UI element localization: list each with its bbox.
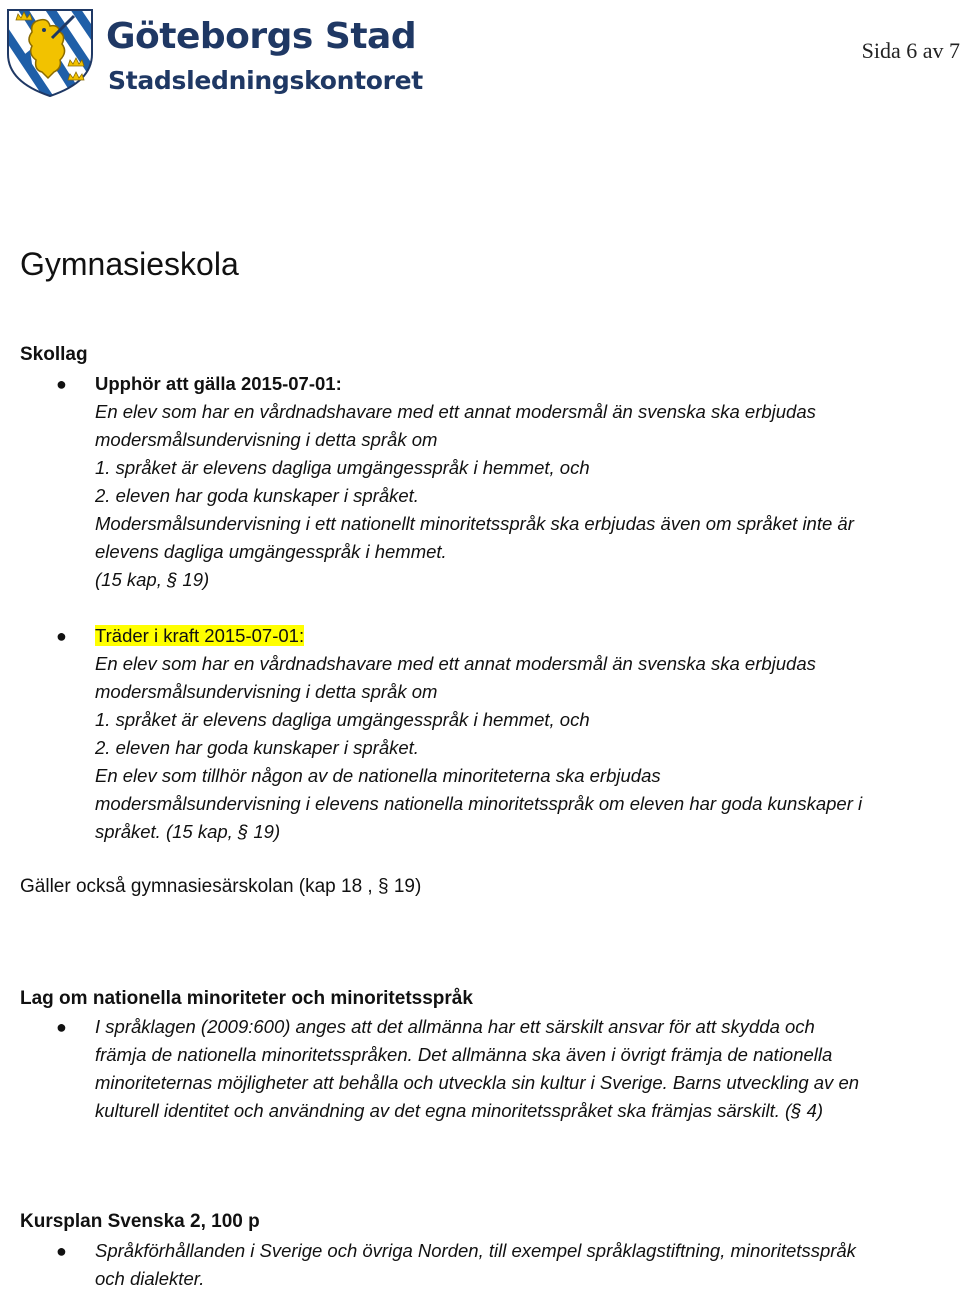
skollag-list bbox=[20, 370, 960, 594]
list-item-line: 2. eleven har goda kunskaper i språket. bbox=[95, 485, 419, 506]
list-item-line: En elev som har en vårdnadshavare med ett annat modersmål än svenska ska erbjudas bbox=[95, 653, 816, 674]
list-item-line: elevens dagliga umgängesspråk i hemmet. bbox=[95, 541, 447, 562]
list-item bbox=[95, 622, 960, 846]
list-item-line: minoriteternas möjligheter att behålla och utveckla sin kultur i Sverige. Barns utveckling av en bbox=[95, 1072, 860, 1093]
highlighted-list-item-title: Träder i kraft 2015-07-01: bbox=[95, 625, 305, 646]
list-item-line: En elev som har en vårdnadshavare med ett annat modersmål än svenska ska erbjudas bbox=[95, 401, 816, 422]
list-item-line: och dialekter. bbox=[95, 1268, 205, 1289]
list-item-line: språket. (15 kap, § 19) bbox=[95, 821, 281, 842]
list-item bbox=[95, 1237, 960, 1293]
list-item-line: främja de nationella minoritetsspråken. Det allmänna ska även i övrigt främja de nationella bbox=[95, 1044, 833, 1065]
list-item-line: Språkförhållanden i Sverige och övriga Norden, till exempel språklagstiftning, minoritetsspråk bbox=[95, 1240, 856, 1261]
bullet-icon: ● bbox=[56, 374, 67, 394]
list-item-line: 1. språket är elevens dagliga umgängesspråk i hemmet, och bbox=[95, 457, 590, 478]
list-item-line: (15 kap, § 19) bbox=[95, 569, 210, 590]
bullet-icon: ● bbox=[56, 626, 67, 646]
section-heading-skollag: Skollag bbox=[20, 344, 88, 365]
list-item-line: modersmålsundervisning i detta språk om bbox=[95, 429, 438, 450]
kursplan-list bbox=[20, 1237, 960, 1293]
list-item-line: I språklagen (2009:600) anges att det allmänna har ett särskilt ansvar för att skydda och bbox=[95, 1016, 815, 1037]
list-item-line: modersmålsundervisning i elevens nationella minoritetsspråk om eleven har goda kunskaper i bbox=[95, 793, 863, 814]
list-item-line: Modersmålsundervisning i ett nationellt minoritetsspråk ska erbjudas även om språket inte är bbox=[95, 513, 854, 534]
list-item-line: kulturell identitet och användning av det egna minoritetsspråket ska främjas särskilt. (§ 4) bbox=[95, 1100, 824, 1121]
org-name: Göteborgs Stad bbox=[106, 16, 417, 57]
list-item-line: 2. eleven har goda kunskaper i språket. bbox=[95, 737, 419, 758]
list-item-line: 1. språket är elevens dagliga umgängesspråk i hemmet, och bbox=[95, 709, 590, 730]
list-item bbox=[95, 370, 960, 594]
list-item bbox=[95, 1013, 960, 1125]
section-heading-minority-law: Lag om nationella minoriteter och minoritetsspråk bbox=[20, 988, 473, 1009]
also-applies-note: Gäller också gymnasiesärskolan (kap 18 , § 19) bbox=[20, 876, 422, 897]
page-number: Sida 6 av 7 bbox=[861, 38, 960, 63]
section-heading-kursplan: Kursplan Svenska 2, 100 p bbox=[20, 1211, 260, 1232]
bullet-icon: ● bbox=[56, 1017, 67, 1037]
page-header bbox=[0, 0, 960, 110]
list-item-line: En elev som tillhör någon av de nationella minoriteterna ska erbjudas bbox=[95, 765, 661, 786]
minority-law-list bbox=[20, 1013, 960, 1125]
page-title: Gymnasieskola bbox=[20, 246, 239, 282]
list-item-line: modersmålsundervisning i detta språk om bbox=[95, 681, 438, 702]
org-subtitle: Stadsledningskontoret bbox=[108, 66, 423, 95]
bullet-icon: ● bbox=[56, 1241, 67, 1261]
goteborg-coat-of-arms-icon bbox=[2, 2, 98, 98]
skollag-list-2 bbox=[20, 622, 960, 846]
list-item-title: Upphör att gälla 2015-07-01: bbox=[95, 373, 342, 394]
